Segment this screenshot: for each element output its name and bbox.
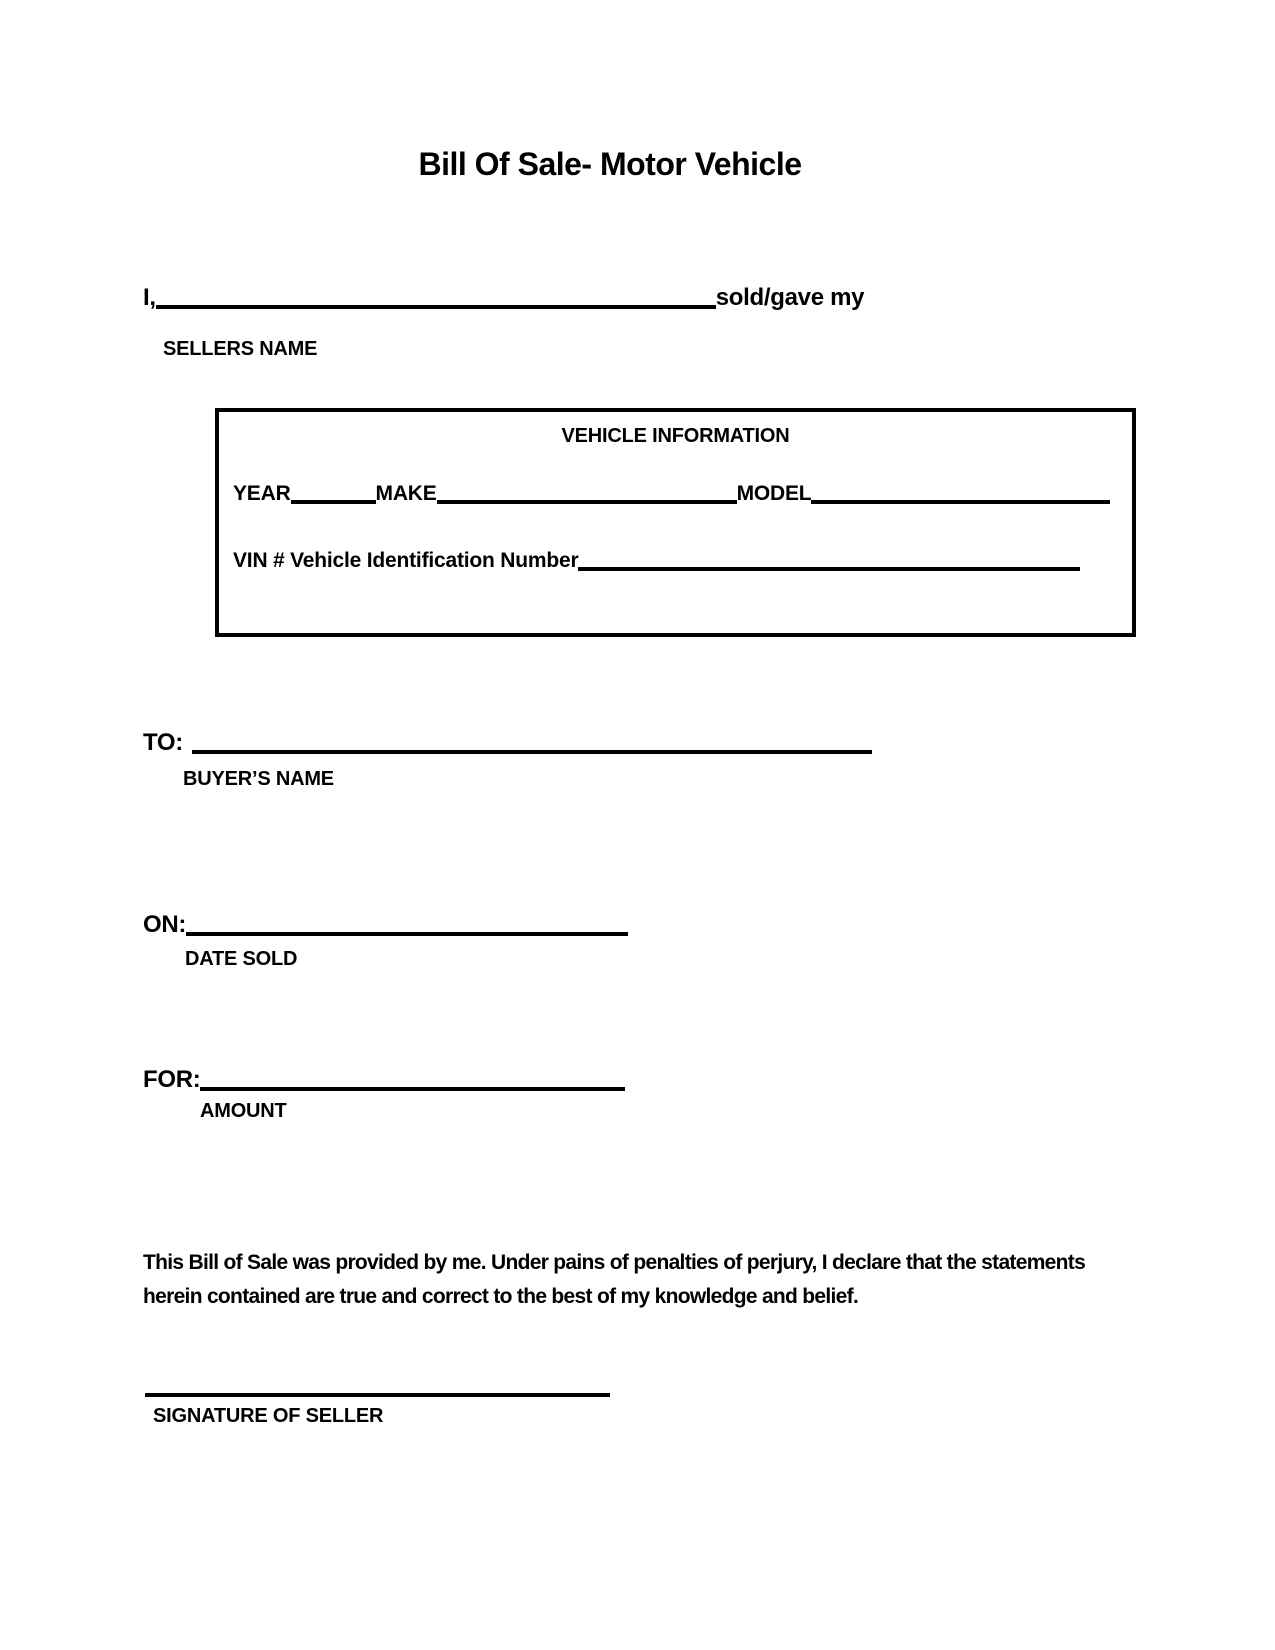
date-sold-field[interactable] (186, 928, 628, 936)
vin-row (233, 549, 1110, 573)
model-label: MODEL (736, 482, 812, 505)
seller-line (143, 284, 864, 312)
vehicle-information-box (215, 408, 1136, 637)
amount-field[interactable] (200, 1083, 625, 1091)
date-sold-prefix: ON: (143, 911, 187, 938)
year-make-model-row (233, 482, 1110, 506)
seller-signature-caption: SIGNATURE OF SELLER (153, 1405, 384, 1427)
amount-line (143, 1066, 625, 1094)
seller-signature-field[interactable] (145, 1393, 610, 1397)
year-label: YEAR (233, 482, 291, 505)
vin-field[interactable] (578, 563, 1080, 571)
make-label: MAKE (375, 482, 437, 505)
date-sold-line (143, 911, 628, 939)
buyer-name-field[interactable] (192, 746, 872, 754)
vin-label: VIN # Vehicle Identification Number (233, 549, 579, 572)
seller-name-field[interactable] (156, 301, 716, 309)
amount-prefix: FOR: (143, 1066, 201, 1093)
seller-line-suffix: sold/gave my (715, 284, 865, 311)
date-sold-caption: DATE SOLD (185, 948, 298, 970)
page-title: Bill Of Sale- Motor Vehicle (418, 146, 802, 182)
buyer-name-caption: BUYER’S NAME (183, 768, 334, 790)
seller-name-caption: SELLERS NAME (163, 338, 318, 360)
amount-caption: AMOUNT (200, 1100, 287, 1122)
buyer-line (143, 729, 872, 757)
vehicle-information-heading: VEHICLE INFORMATION (561, 425, 790, 447)
perjury-declaration-text: This Bill of Sale was provided by me. Under pains of penalties of perjury, I declare that the statements herein contained are true and correct to the best of my knowledge and belief. (143, 1251, 1086, 1309)
buyer-line-prefix: TO: (143, 729, 183, 756)
seller-line-prefix: I, (143, 284, 156, 311)
model-field[interactable] (811, 496, 1110, 504)
year-field[interactable] (291, 496, 376, 504)
make-field[interactable] (437, 496, 737, 504)
